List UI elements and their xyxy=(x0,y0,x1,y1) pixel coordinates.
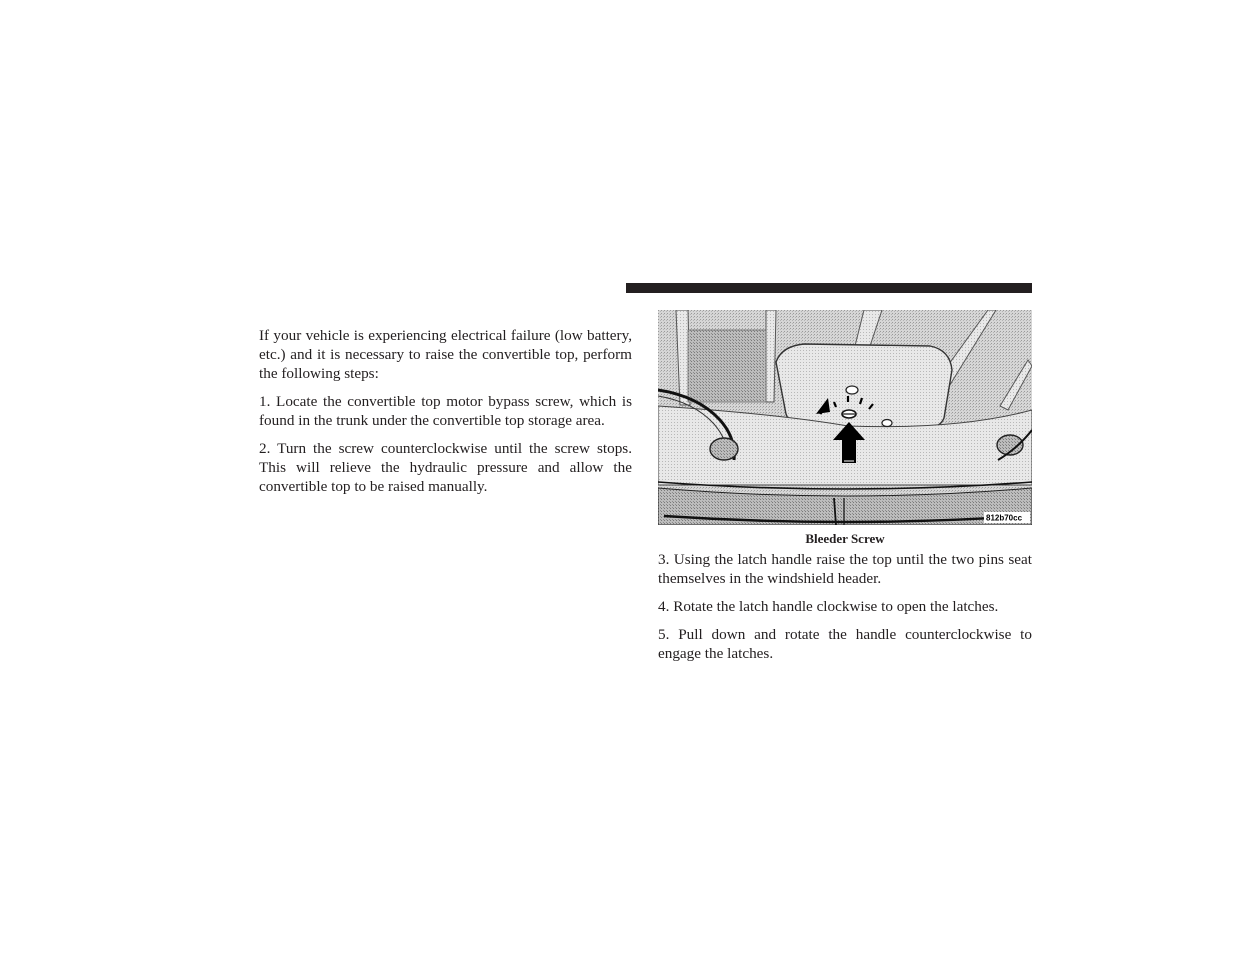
intro-paragraph: If your vehicle is experiencing electrical failure (low battery, etc.) and it is necessary to raise the convertible top, perform the following steps: xyxy=(259,327,632,382)
right-column xyxy=(658,550,1032,672)
section-header-bar xyxy=(626,283,1032,293)
bleeder-screw-illustration xyxy=(658,310,1032,525)
step-1-paragraph: 1. Locate the convertible top motor bypass screw, which is found in the trunk under the convertible top storage area. xyxy=(259,393,632,429)
left-column xyxy=(259,326,632,505)
step-5-paragraph: 5. Pull down and rotate the handle counterclockwise to engage the latches. xyxy=(658,626,1032,662)
step-3-paragraph: 3. Using the latch handle raise the top until the two pins seat themselves in the windshield header. xyxy=(658,551,1032,587)
figure-caption: Bleeder Screw xyxy=(805,531,885,546)
step-4-paragraph: 4. Rotate the latch handle clockwise to open the latches. xyxy=(658,598,999,615)
figure-code: 812b70cc xyxy=(986,513,1023,523)
step-2-paragraph: 2. Turn the screw counterclockwise until the screw stops. This will relieve the hydraulic pressure and allow the convertible top to be raised manually. xyxy=(259,440,632,495)
